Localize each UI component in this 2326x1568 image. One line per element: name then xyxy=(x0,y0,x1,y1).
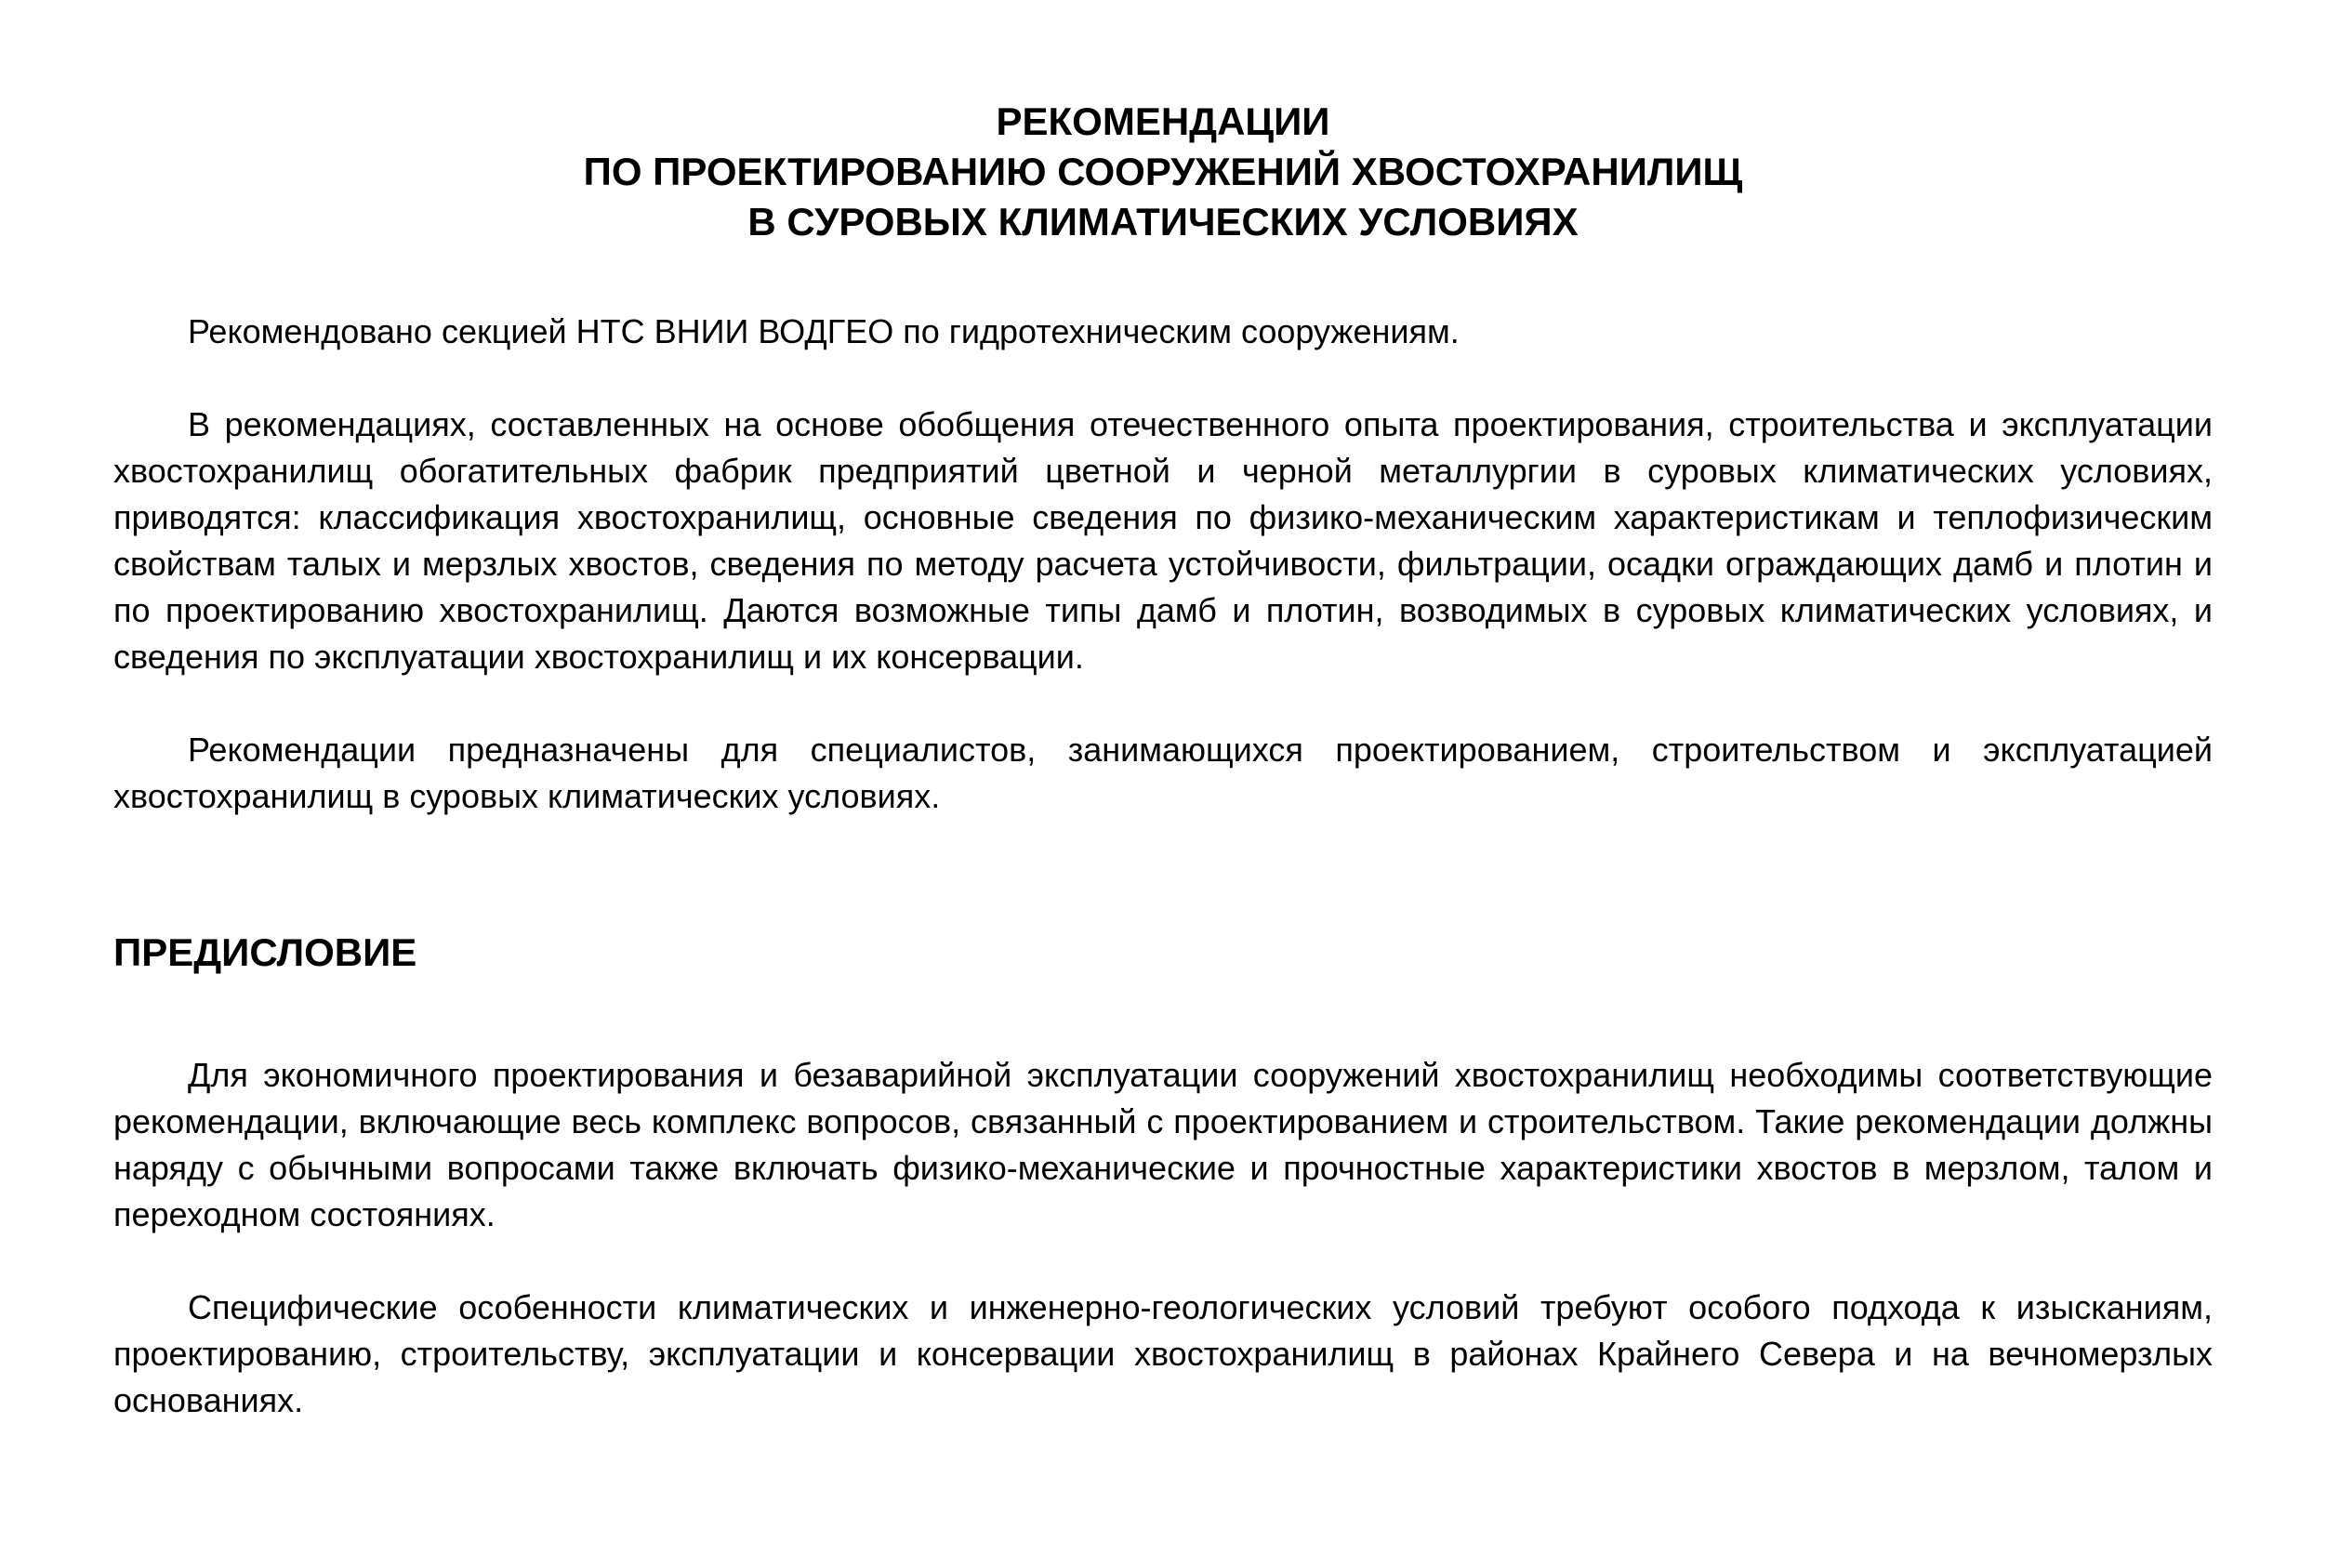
foreword-paragraph-2: Специфические особенности климатических и инженерно-геологических условий требуют особого подхода к изысканиям, проектированию, строительству, эксплуатации и консервации хвостохранилищ в районах Крайнего Севера и на вечномерзлых основаниях. xyxy=(113,1288,2213,1419)
foreword-paragraph-1: Для экономичного проектирования и безаварийной эксплуатации сооружений хвостохранилищ необходимы соответствующие рекомендации, включающие весь комплекс вопросов, связанный с проектированием и строительством. Такие рекомендации должны наряду с обычными вопросами также включать физико-механические и прочностные характеристики хвостов в мерзлом, талом и переходном состояниях. xyxy=(113,1056,2213,1233)
purpose-paragraph: Рекомендации предназначены для специалистов, занимающихся проектированием, строительством и эксплуатацией хвостохранилищ в суровых климатических условиях. xyxy=(113,731,2213,815)
title-line-2: ПО ПРОЕКТИРОВАНИЮ СООРУЖЕНИЙ ХВОСТОХРАНИЛИЩ xyxy=(583,150,1743,193)
summary-paragraph: В рекомендациях, составленных на основе обобщения отечественного опыта проектирования, строительства и эксплуатации хвостохранилищ обогатительных фабрик предприятий цветной и черной металлургии в суровых климатических условиях, приводятся: классификация хвостохранилищ, основные сведения по физико-механическим характеристикам и теплофизическим свойствам талых и мерзлых хвостов, сведения по методу расчета устойчивости, фильтрации, осадки ограждающих дамб и плотин и по проектированию хвостохранилищ. Даются возможные типы дамб и плотин, возводимых в суровых климатических условиях, и сведения по эксплуатации хвостохранилищ и их консервации. xyxy=(113,405,2213,676)
recommended-by-paragraph: Рекомендовано секцией НТС ВНИИ ВОДГЕО по гидротехническим сооружениям. xyxy=(188,312,1460,350)
document-title xyxy=(113,97,2213,247)
foreword-heading: ПРЕДИСЛОВИЕ xyxy=(113,930,417,974)
title-line-1: РЕКОМЕНДАЦИИ xyxy=(996,99,1330,143)
title-line-3: В СУРОВЫХ КЛИМАТИЧЕСКИХ УСЛОВИЯХ xyxy=(747,200,1579,244)
